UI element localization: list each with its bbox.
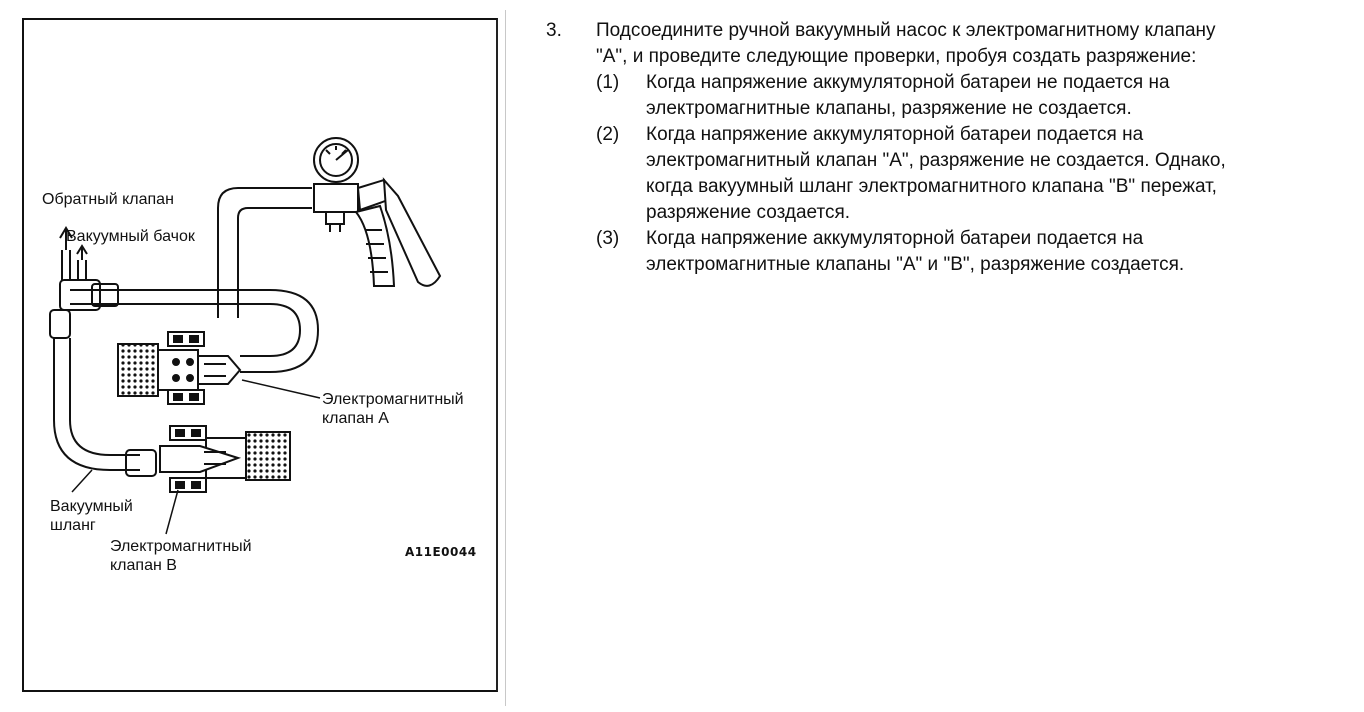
instructions xyxy=(546,18,1346,278)
check-item-3 xyxy=(596,226,1346,278)
solenoid-b-leader xyxy=(166,490,178,534)
pump-hose xyxy=(218,188,312,318)
check-text xyxy=(646,70,1346,122)
diagram-panel xyxy=(0,0,505,712)
vacuum-hose-label xyxy=(50,497,133,535)
solenoid-a-leader xyxy=(242,380,320,398)
check-text-line: Когда напряжение аккумуляторной батареи подается на xyxy=(646,228,1144,249)
solenoid-b-label-line1: Электромагнитный xyxy=(110,538,252,555)
check-text-line: Когда напряжение аккумуляторной батареи подается на xyxy=(646,124,1144,145)
check-valve-label: Обратный клапан xyxy=(42,191,174,208)
check-number: (1) xyxy=(596,72,620,93)
check-text-line: когда вакуумный шланг электромагнитного клапана "В" пережат, xyxy=(646,176,1217,197)
check-text-line: разряжение создается. xyxy=(646,202,851,223)
vacuum-hose-label-line1: Вакуумный xyxy=(50,498,133,515)
hose-connector xyxy=(50,310,70,338)
check-item-1 xyxy=(596,70,1346,122)
check-number: (2) xyxy=(596,124,620,145)
column-separator xyxy=(505,10,506,706)
solenoid-a-label-line2: клапан А xyxy=(322,410,389,427)
solenoid-a-label-line1: Электромагнитный xyxy=(322,391,464,408)
step-text-line: "А", и проведите следующие проверки, пробуя создать разряжение: xyxy=(596,46,1197,67)
step-text xyxy=(596,18,1346,70)
vacuum-circuit-diagram xyxy=(0,0,505,712)
check-item-2 xyxy=(596,122,1346,226)
solenoid-b xyxy=(160,426,290,492)
solenoid-b-label-line2: клапан В xyxy=(110,557,177,574)
check-text xyxy=(646,226,1346,278)
check-text-line: электромагнитный клапан "А", разряжение не создается. Однако, xyxy=(646,150,1226,171)
check-text-line: электромагнитные клапаны, разряжение не создается. xyxy=(646,98,1132,119)
solenoid-b-label xyxy=(110,537,252,575)
check-text xyxy=(646,122,1346,226)
solenoid-a xyxy=(118,332,240,404)
step-text-line: Подсоедините ручной вакуумный насос к электромагнитному клапану xyxy=(596,20,1216,41)
figure-code: A11E0044 xyxy=(405,545,477,559)
hand-vacuum-pump xyxy=(314,138,440,286)
solenoid-a-label xyxy=(322,390,464,428)
step-number: 3. xyxy=(546,20,562,41)
check-text-line: электромагнитные клапаны "А" и "В", разряжение создается. xyxy=(646,254,1185,275)
vacuum-tank-label: Вакуумный бачок xyxy=(66,228,195,245)
vacuum-hose-leader xyxy=(72,470,92,492)
check-number: (3) xyxy=(596,228,620,249)
step xyxy=(546,18,1346,70)
check-text-line: Когда напряжение аккумуляторной батареи не подается на xyxy=(646,72,1170,93)
vacuum-hose-label-line2: шланг xyxy=(50,517,96,534)
vacuum-tank-arrow xyxy=(77,246,87,260)
